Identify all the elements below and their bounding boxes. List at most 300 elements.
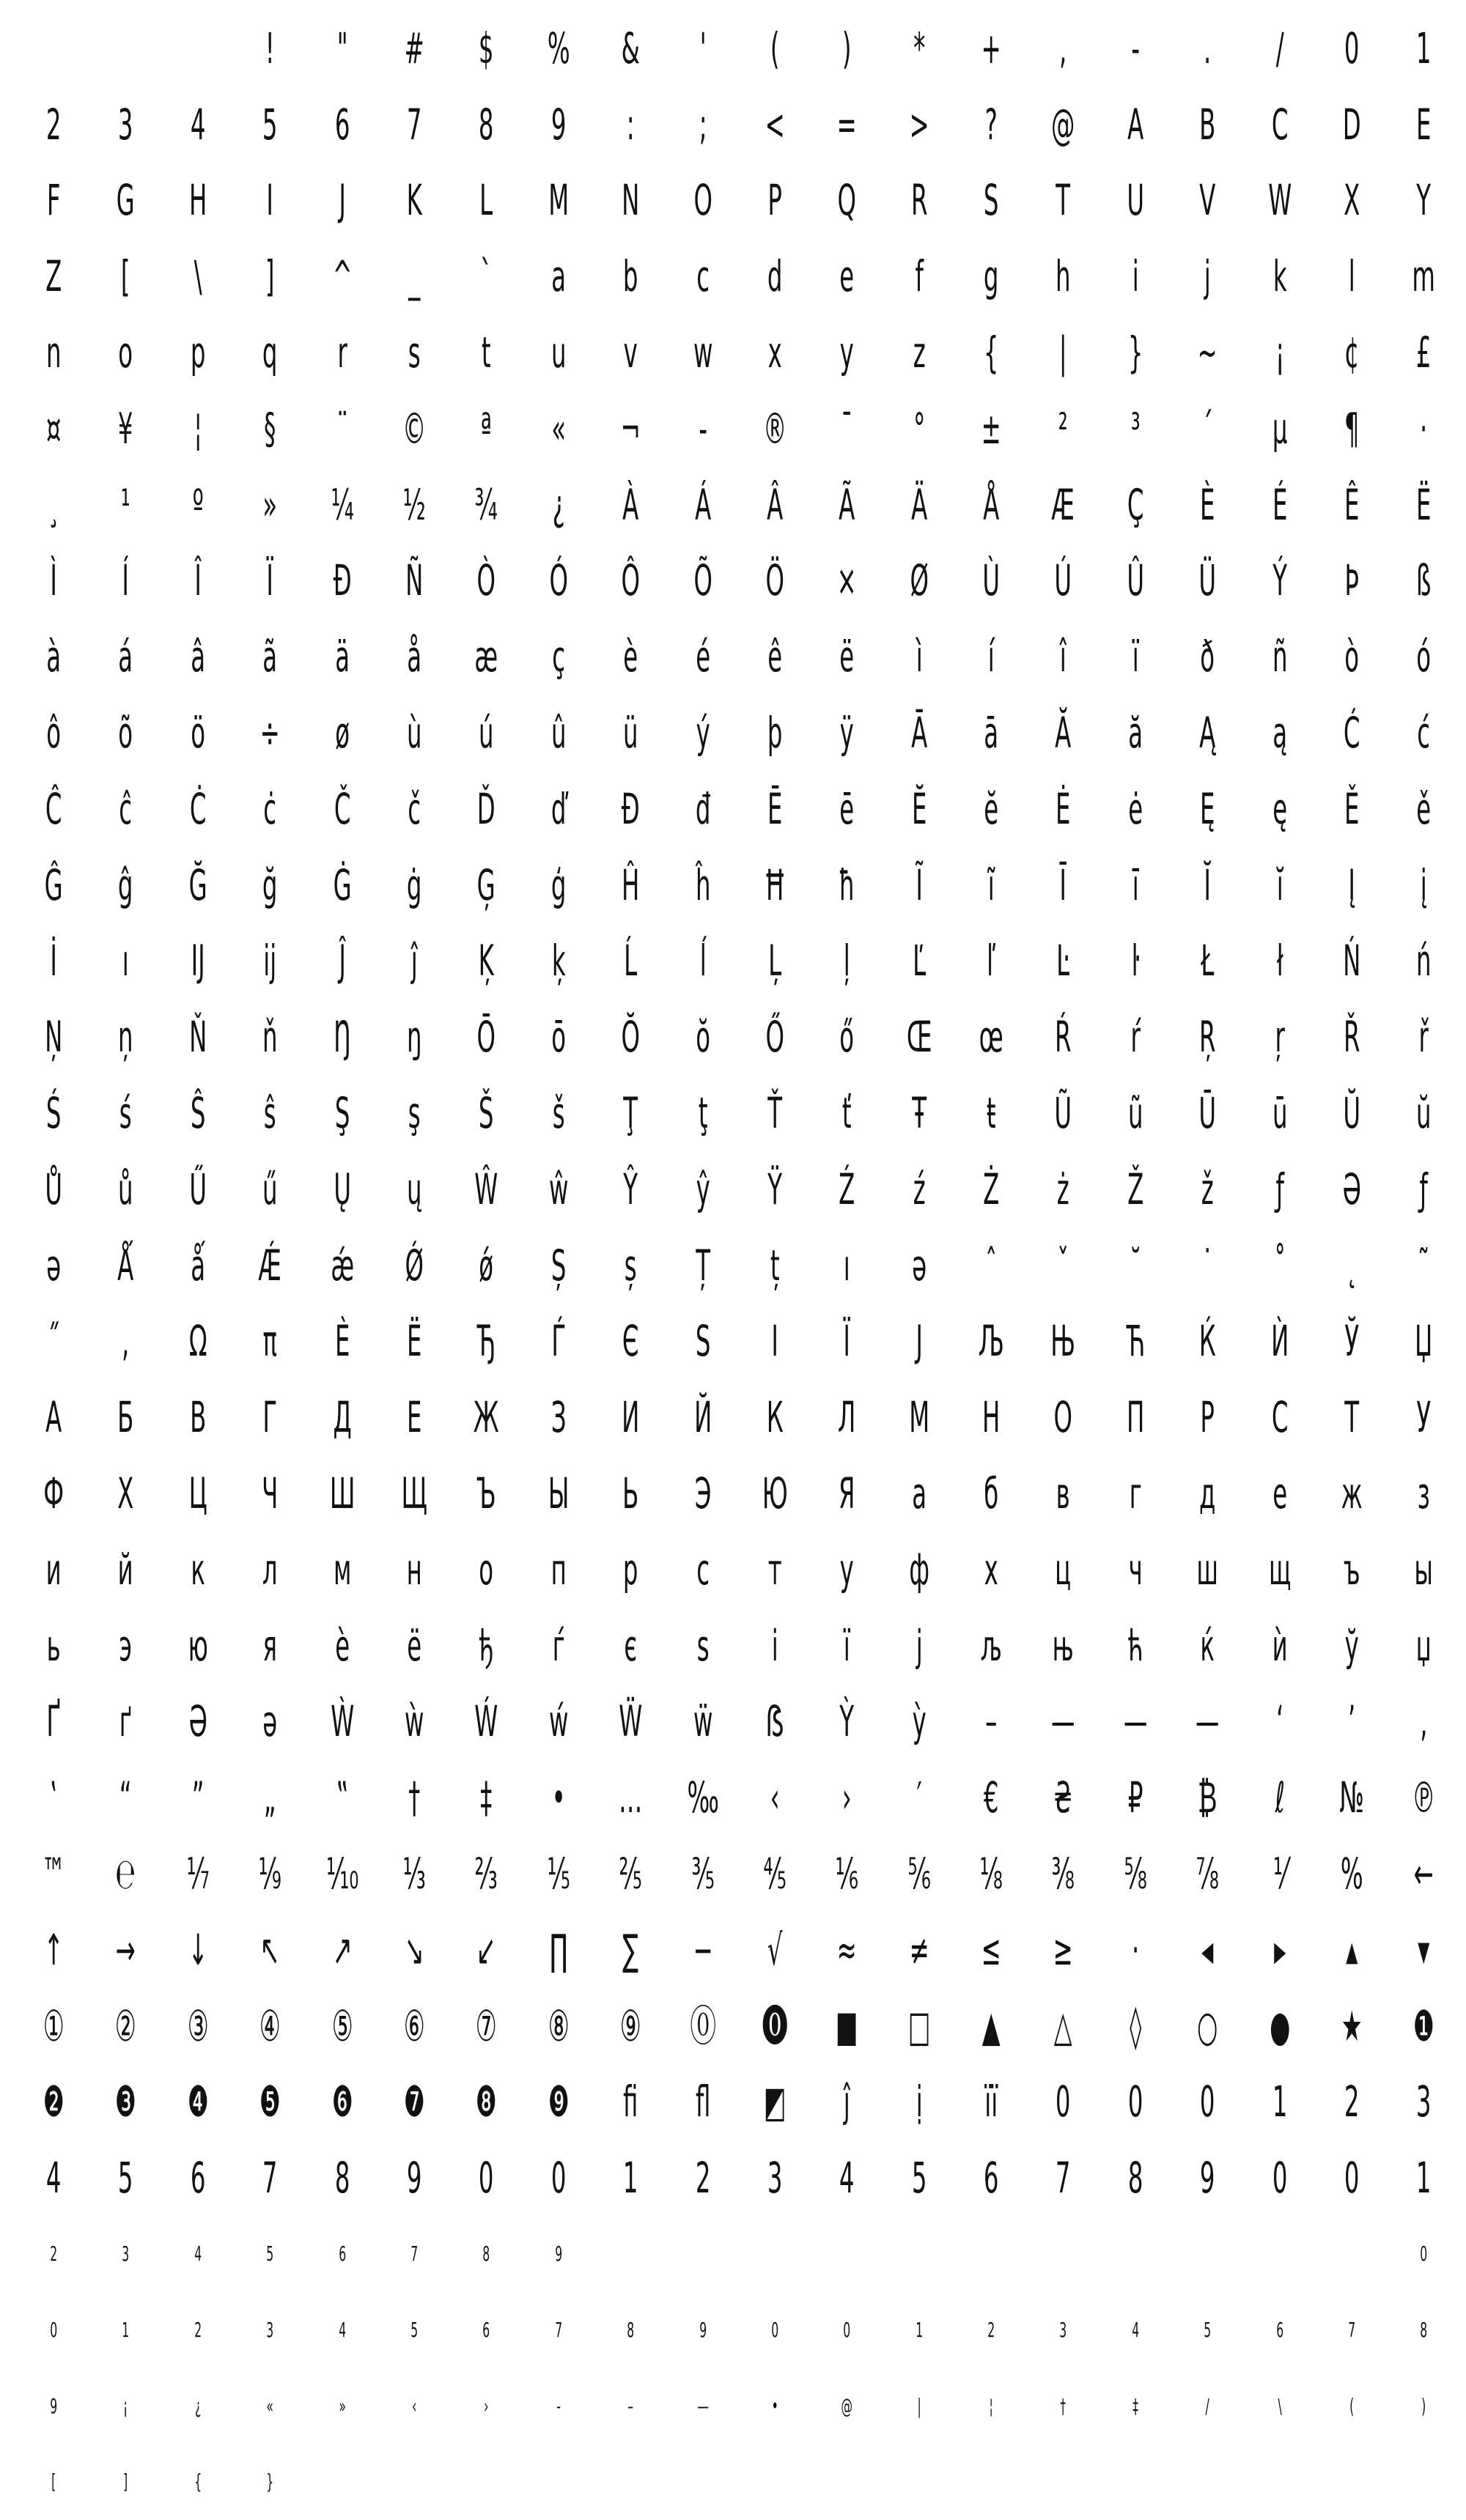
glyph-row (18, 618, 1466, 695)
glyph-cell: ŧ (969, 1092, 1014, 1134)
glyph-cell: ю (175, 1625, 220, 1667)
glyph-row (18, 1988, 1466, 2064)
glyph-cell: Ĥ (608, 864, 653, 906)
glyph-cell: 0 (1185, 2080, 1230, 2123)
glyph-cell: Ľ (896, 939, 941, 982)
glyph-cell: ˝ (32, 1320, 76, 1362)
glyph-cell: ‟ (320, 1776, 364, 1819)
glyph-cell: 8 (464, 103, 509, 146)
glyph-cell: đ (680, 788, 725, 830)
glyph-cell: ≈ (825, 1929, 869, 1971)
glyph-cell: я (248, 1625, 292, 1667)
glyph-cell: Ł (1185, 939, 1230, 982)
glyph-cell: ћ (1113, 1625, 1158, 1667)
glyph-cell: Ы (536, 1472, 581, 1515)
glyph-cell: ť (825, 1092, 869, 1134)
glyph-cell: u (536, 331, 581, 374)
glyph-cell: ↓ (175, 1929, 220, 1971)
glyph-cell: А (32, 1396, 76, 1438)
glyph-cell: Ÿ (753, 1168, 798, 1211)
glyph-cell: F (32, 179, 76, 221)
glyph-cell: 2 (175, 2320, 220, 2340)
glyph-cell: ¿ (175, 2396, 220, 2417)
glyph-cell: Т (1330, 1396, 1374, 1438)
glyph-cell: é (680, 635, 725, 678)
glyph-cell: î (1041, 635, 1086, 678)
glyph-cell: 6 (320, 2244, 364, 2264)
glyph-cell: « (248, 2396, 292, 2417)
glyph-cell: Œ (896, 1016, 941, 1058)
glyph-cell: ⅚ (896, 1852, 941, 1895)
glyph-cell: ⅛ (969, 1852, 1014, 1895)
glyph-cell: Û (1113, 559, 1158, 602)
glyph-cell: ¬ (608, 407, 653, 450)
glyph-cell: ѓ (536, 1625, 581, 1667)
glyph-row (18, 1531, 1466, 1608)
glyph-row (18, 771, 1466, 847)
glyph-cell: ģ (536, 864, 581, 906)
glyph-cell: ⑥ (392, 2005, 437, 2047)
glyph-cell: ﬂ (680, 2080, 725, 2123)
glyph-cell: ① (32, 2005, 76, 2047)
glyph-cell: п (536, 1548, 581, 1591)
glyph-cell: э (103, 1625, 148, 1667)
glyph-cell: 6 (320, 103, 364, 146)
glyph-cell: К (753, 1396, 798, 1438)
glyph-cell: + (969, 27, 1014, 70)
glyph-cell: H (175, 179, 220, 221)
glyph-cell: ₽ (1113, 1776, 1158, 1819)
glyph-cell: ґ (103, 1700, 148, 1743)
glyph-cell: ŏ (680, 1016, 725, 1058)
glyph-cell: ǿ (464, 1244, 509, 1287)
glyph-cell: ˜ (1401, 1244, 1446, 1287)
glyph-cell: . (1185, 27, 1230, 70)
glyph-sheet (18, 10, 1466, 2418)
glyph-cell: ❾ (536, 2080, 581, 2123)
glyph-cell: T (1041, 179, 1086, 221)
glyph-cell: 1 (608, 2157, 653, 2199)
glyph-cell: ¢ (1330, 331, 1374, 374)
glyph-row (18, 923, 1466, 999)
glyph-cell: ′ (896, 1776, 941, 1819)
glyph-cell: Ŭ (1330, 1092, 1374, 1134)
glyph-cell: 7 (248, 2157, 292, 2199)
glyph-cell: і (753, 1625, 798, 1667)
glyph-cell: Õ (680, 559, 725, 602)
glyph-cell: ŗ (1257, 1016, 1302, 1058)
glyph-cell: ] (103, 2472, 148, 2492)
glyph-cell: Ц (175, 1472, 220, 1515)
glyph-cell: R (896, 179, 941, 221)
glyph-cell: ▾ (1401, 1929, 1446, 1971)
glyph-cell: o (103, 331, 148, 374)
glyph-cell: 5 (1185, 2320, 1230, 2340)
glyph-cell: ё (392, 1625, 437, 1667)
glyph-cell: _ (392, 255, 437, 298)
glyph-cell: Ћ (1113, 1320, 1158, 1362)
glyph-cell: ž (1185, 1168, 1230, 1211)
glyph-cell: Ї (825, 1320, 869, 1362)
glyph-cell: \ (1257, 2396, 1302, 2417)
glyph-cell: ⅝ (1113, 1852, 1158, 1895)
glyph-cell: Ә (175, 1700, 220, 1743)
glyph-cell: “ (103, 1776, 148, 1819)
glyph-cell: ü (608, 712, 653, 754)
glyph-cell: I (248, 179, 292, 221)
glyph-cell: ' (680, 27, 725, 70)
glyph-cell: Ђ (464, 1320, 509, 1362)
glyph-cell: Ј (896, 1320, 941, 1362)
glyph-cell: ї (825, 1625, 869, 1667)
glyph-cell: Ď (464, 788, 509, 830)
glyph-cell: Й (680, 1396, 725, 1438)
glyph-row (18, 2216, 1466, 2292)
glyph-cell: Ç (1113, 484, 1158, 526)
glyph-cell: ¨ (320, 407, 364, 450)
glyph-cell: ¤ (32, 407, 76, 450)
glyph-cell: Ģ (464, 864, 509, 906)
glyph-cell: 5 (248, 103, 292, 146)
glyph-cell: Ф (32, 1472, 76, 1515)
glyph-cell: ź (896, 1168, 941, 1211)
glyph-cell: / (1257, 27, 1302, 70)
glyph-cell: ð (1185, 635, 1230, 678)
glyph-cell: ❷ (32, 2080, 76, 2123)
glyph-cell: Ũ (1041, 1092, 1086, 1134)
glyph-cell: O (680, 179, 725, 221)
glyph-cell: ň (248, 1016, 292, 1058)
glyph-cell: › (464, 2396, 509, 2417)
glyph-cell: ⅞ (1185, 1852, 1230, 1895)
glyph-cell: 3 (753, 2157, 798, 2199)
glyph-cell: j (1185, 255, 1230, 298)
glyph-cell: N (608, 179, 653, 221)
glyph-cell: › (825, 1776, 869, 1819)
glyph-cell: ¡ (103, 2396, 148, 2417)
glyph-cell: Љ (969, 1320, 1014, 1362)
glyph-cell: Þ (1330, 559, 1374, 602)
glyph-row (18, 2368, 1466, 2445)
glyph-row (18, 1836, 1466, 1912)
glyph-cell: P (753, 179, 798, 221)
glyph-cell: є (608, 1625, 653, 1667)
glyph-cell: ₿ (1185, 1776, 1230, 1819)
glyph-cell: ² (1041, 407, 1086, 450)
glyph-cell: ¥ (103, 407, 148, 450)
glyph-cell: Ќ (1185, 1320, 1230, 1362)
glyph-cell: Ź (825, 1168, 869, 1211)
glyph-cell: ⅖ (608, 1852, 653, 1895)
glyph-row (18, 1151, 1466, 1227)
glyph-cell: Ț (680, 1244, 725, 1287)
glyph-cell: ˘ (1113, 1244, 1158, 1287)
glyph-row (18, 10, 1466, 86)
glyph-cell: Ǻ (103, 1244, 148, 1287)
glyph-cell: Å (969, 484, 1014, 526)
glyph-cell: Ń (1330, 939, 1374, 982)
glyph-cell: š (536, 1092, 581, 1134)
glyph-cell: ‹ (753, 1776, 798, 1819)
glyph-cell: ‚ (1401, 1700, 1446, 1743)
glyph-cell: ③ (175, 2005, 220, 2047)
glyph-cell: { (175, 2472, 220, 2492)
glyph-cell: ö (175, 712, 220, 754)
glyph-row (18, 1759, 1466, 1836)
glyph-cell: ț (753, 1244, 798, 1287)
glyph-cell: Ä (896, 484, 941, 526)
glyph-cell: − (680, 1929, 725, 1971)
glyph-cell: w (680, 331, 725, 374)
glyph-cell: < (753, 103, 798, 146)
glyph-cell: ⅜ (1041, 1852, 1086, 1895)
glyph-cell: Ș (536, 1244, 581, 1287)
glyph-cell: ď (536, 788, 581, 830)
glyph-cell: 6 (175, 2157, 220, 2199)
glyph-cell: [ (32, 2472, 76, 2492)
glyph-cell: ② (103, 2005, 148, 2047)
glyph-cell: = (825, 103, 869, 146)
glyph-cell: ≤ (969, 1929, 1014, 1971)
glyph-cell: Ć (1330, 712, 1374, 754)
glyph-cell: џ (1401, 1625, 1446, 1667)
glyph-cell: ⅒ (320, 1852, 364, 1895)
glyph-cell: ≥ (1041, 1929, 1086, 1971)
glyph-cell: È (1185, 484, 1230, 526)
glyph-cell: ❶ (1401, 2005, 1446, 2047)
glyph-cell: ő (825, 1016, 869, 1058)
glyph-cell: ķ (536, 939, 581, 982)
glyph-cell: Ĺ (608, 939, 653, 982)
glyph-row (18, 467, 1466, 543)
glyph-cell: 0 (536, 2157, 581, 2199)
glyph-cell: Ę (1185, 788, 1230, 830)
glyph-cell: Ï (248, 559, 292, 602)
glyph-cell: 9 (1185, 2157, 1230, 2199)
glyph-cell: Ĵ (320, 939, 364, 982)
glyph-cell: 0 (753, 2320, 798, 2340)
glyph-cell: Ñ (392, 559, 437, 602)
glyph-cell: ï (1113, 635, 1158, 678)
glyph-cell: Ŏ (608, 1016, 653, 1058)
glyph-cell: ¶ (1330, 407, 1374, 450)
glyph-cell: ə (896, 1244, 941, 1287)
glyph-cell: © (392, 407, 437, 450)
glyph-cell: ẞ (753, 1700, 798, 1743)
glyph-cell: m (1401, 255, 1446, 298)
glyph-cell: – (969, 1700, 1014, 1743)
glyph-cell: 4 (32, 2157, 76, 2199)
glyph-cell: ) (1401, 2396, 1446, 2417)
glyph-cell: Ū (1185, 1092, 1230, 1134)
glyph-row (18, 695, 1466, 771)
glyph-cell: б (969, 1472, 1014, 1515)
glyph-cell: ў (1330, 1625, 1374, 1667)
glyph-cell: „ (248, 1776, 292, 1819)
glyph-cell: C (1257, 103, 1302, 146)
glyph-cell: [ (103, 255, 148, 298)
glyph-cell: 9 (536, 103, 581, 146)
glyph-cell: Ə (1330, 1168, 1374, 1211)
glyph-cell: ‡ (464, 1776, 509, 1819)
glyph-cell: ŋ (392, 1016, 437, 1058)
glyph-cell: ◩ (753, 2080, 798, 2123)
glyph-cell: £ (1401, 331, 1446, 374)
glyph-cell: • (536, 1776, 581, 1819)
glyph-cell: Э (680, 1472, 725, 1515)
glyph-cell: | (1041, 331, 1086, 374)
glyph-cell: J (320, 179, 364, 221)
glyph-cell: · (1401, 407, 1446, 450)
glyph-cell: " (320, 27, 364, 70)
glyph-cell: Ẁ (320, 1700, 364, 1743)
glyph-cell: Ŵ (464, 1168, 509, 1211)
glyph-cell: 0 (1330, 27, 1374, 70)
glyph-cell: 8 (608, 2320, 653, 2340)
glyph-cell: н (392, 1548, 437, 1591)
glyph-cell: Д (320, 1396, 364, 1438)
glyph-cell: ● (1257, 2005, 1302, 2047)
glyph-row (18, 1684, 1466, 1760)
glyph-cell: ﬁ (608, 2080, 653, 2123)
glyph-cell: П (1113, 1396, 1158, 1438)
glyph-cell: ų (392, 1168, 437, 1211)
glyph-cell: ƒ (1257, 1168, 1302, 1211)
glyph-cell: и (32, 1548, 76, 1591)
glyph-cell: ⅐ (175, 1852, 220, 1895)
glyph-cell: M (536, 179, 581, 221)
glyph-cell: ů (103, 1168, 148, 1211)
glyph-cell: @ (825, 2396, 869, 2417)
glyph-cell: ỳ (896, 1700, 941, 1743)
glyph-row (18, 1227, 1466, 1304)
glyph-cell: ќ (1185, 1625, 1230, 1667)
glyph-cell: Ī (1041, 864, 1086, 906)
glyph-cell: Щ (392, 1472, 437, 1515)
glyph-cell: Ņ (32, 1016, 76, 1058)
glyph-cell: 5 (392, 2320, 437, 2340)
glyph-cell: · (1113, 1929, 1158, 1971)
glyph-cell: W (1257, 179, 1302, 221)
glyph-cell: ф (896, 1548, 941, 1591)
glyph-cell: ò (1330, 635, 1374, 678)
glyph-cell: , (1041, 27, 1086, 70)
glyph-cell: Ґ (32, 1700, 76, 1743)
glyph-cell: ѕ (680, 1625, 725, 1667)
glyph-cell: ❸ (103, 2080, 148, 2123)
glyph-cell: / (1185, 2396, 1230, 2417)
glyph-cell: Ť (753, 1092, 798, 1134)
glyph-cell: ? (969, 103, 1014, 146)
glyph-cell: Ĉ (32, 788, 76, 830)
glyph-cell: U (1113, 179, 1158, 221)
glyph-cell: й (103, 1548, 148, 1591)
glyph-cell: € (969, 1776, 1014, 1819)
glyph-cell: å (392, 635, 437, 678)
glyph-cell: – (608, 2396, 653, 2417)
glyph-row (18, 1912, 1466, 1988)
glyph-cell: ‰ (680, 1776, 725, 1819)
glyph-cell: ŵ (536, 1168, 581, 1211)
glyph-cell: c (680, 255, 725, 298)
glyph-cell: Ž (1113, 1168, 1158, 1211)
glyph-cell: ĵ (392, 939, 437, 982)
glyph-cell: а (896, 1472, 941, 1515)
glyph-cell: Є (608, 1320, 653, 1362)
glyph-cell: ѐ (320, 1625, 364, 1667)
glyph-cell: ŝ (248, 1092, 292, 1134)
glyph-cell: Ě (1330, 788, 1374, 830)
glyph-cell: ú (464, 712, 509, 754)
glyph-cell: ’ (1330, 1700, 1374, 1743)
glyph-cell: Ħ (753, 864, 798, 906)
glyph-cell: м (320, 1548, 364, 1591)
glyph-cell: ¼ (320, 484, 364, 526)
glyph-cell: 4 (175, 2244, 220, 2264)
glyph-cell: Ċ (175, 788, 220, 830)
glyph-cell: ġ (392, 864, 437, 906)
glyph-cell: x (753, 331, 798, 374)
glyph-row (18, 2292, 1466, 2368)
glyph-cell: İ (32, 939, 76, 982)
glyph-cell: ș (608, 1244, 653, 1287)
glyph-cell: í (969, 635, 1014, 678)
glyph-cell: ( (1330, 2396, 1374, 2417)
glyph-cell: q (248, 331, 292, 374)
glyph-cell: ¦ (969, 2396, 1014, 2417)
glyph-cell: č (392, 788, 437, 830)
glyph-cell: þ (753, 712, 798, 754)
glyph-cell: 2 (32, 2244, 76, 2264)
glyph-cell: ℮ (103, 1852, 148, 1895)
glyph-cell: ǽ (320, 1244, 364, 1287)
glyph-cell: Ĳ (175, 939, 220, 982)
glyph-cell: ❼ (392, 2080, 437, 2123)
glyph-cell: 1 (1401, 2157, 1446, 2199)
glyph-cell: ß (1401, 559, 1446, 602)
glyph-cell: ә (248, 1700, 292, 1743)
glyph-cell: Š (464, 1092, 509, 1134)
glyph-cell: 2 (680, 2157, 725, 2199)
glyph-cell: Ö (753, 559, 798, 602)
glyph-cell: L (464, 179, 509, 221)
glyph-cell: { (969, 331, 1014, 374)
glyph-cell: 0 (1113, 2080, 1158, 2123)
glyph-row (18, 999, 1466, 1075)
glyph-cell: ⅕ (536, 1852, 581, 1895)
glyph-cell: х (969, 1548, 1014, 1591)
glyph-cell: ľ (969, 939, 1014, 982)
glyph-cell: ¯ (825, 407, 869, 450)
glyph-cell: И (608, 1396, 653, 1438)
glyph-cell: ċ (248, 788, 292, 830)
glyph-cell: ņ (103, 1016, 148, 1058)
glyph-cell: г (1113, 1472, 1158, 1515)
glyph-cell: ⑨ (608, 2005, 653, 2047)
glyph-cell: ы (1401, 1548, 1446, 1591)
glyph-cell: ó (1401, 635, 1446, 678)
glyph-cell: e (825, 255, 869, 298)
glyph-cell: ⅟ (1257, 1852, 1302, 1895)
glyph-cell: s (392, 331, 437, 374)
glyph-cell: ļ (825, 939, 869, 982)
glyph-cell: ℓ (1257, 1776, 1302, 1819)
glyph-cell: М (896, 1396, 941, 1438)
glyph-cell: Ĩ (896, 864, 941, 906)
glyph-cell: % (1330, 1852, 1374, 1895)
glyph-row (18, 238, 1466, 314)
glyph-cell: ⅓ (392, 1852, 437, 1895)
